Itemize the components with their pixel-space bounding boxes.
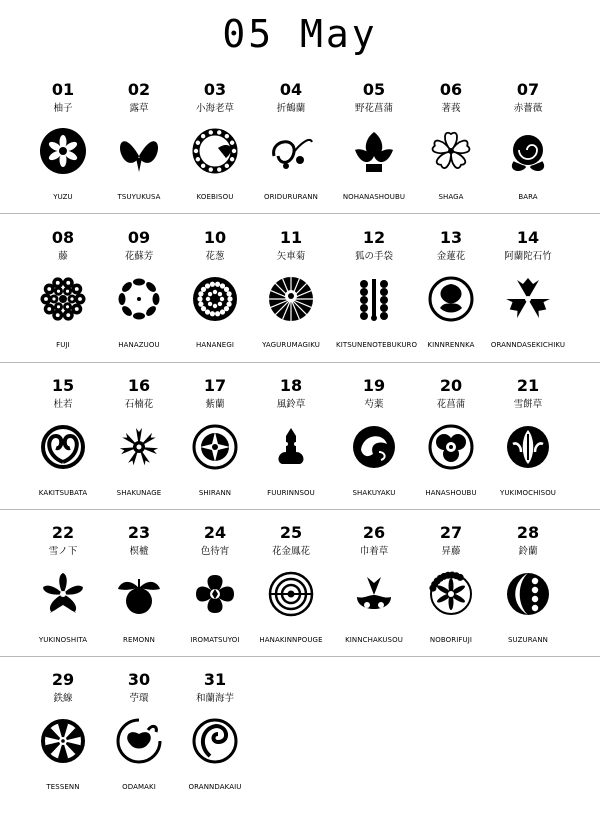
day-number: 22 <box>51 523 75 542</box>
odamaki-crest-icon <box>114 716 164 766</box>
day-cell <box>253 80 329 228</box>
fuurinnsou-crest-icon <box>266 422 316 472</box>
flower-name-romaji: IROMATSUYOI <box>190 636 240 644</box>
day-number: 29 <box>51 670 75 689</box>
bara-crest-icon <box>503 126 553 176</box>
yukimochisou-crest-icon <box>503 422 553 472</box>
flower-name-romaji: KOEBISOU <box>196 193 234 201</box>
flower-name-romaji: YAGURUMAGIKU <box>262 341 320 349</box>
day-cell <box>253 228 329 376</box>
flower-name-japanese: 巾着草 <box>359 546 389 557</box>
shakuyaku-crest-icon <box>349 422 399 472</box>
flower-name-japanese: 藤 <box>58 251 68 262</box>
flower-name-romaji: ORANNDAKAIU <box>188 783 242 791</box>
flower-name-romaji: KITSUNENOTEBUKURO <box>336 341 418 349</box>
day-cell <box>101 376 177 524</box>
day-number: 07 <box>516 80 540 99</box>
flower-name-japanese: 鈴蘭 <box>518 546 538 557</box>
flower-name-japanese: 杜若 <box>53 399 73 410</box>
day-number: 17 <box>203 376 227 395</box>
day-cell <box>25 523 101 671</box>
kinnrennka-crest-icon <box>426 274 476 324</box>
day-cell <box>336 523 412 671</box>
day-cell <box>490 228 566 376</box>
day-number: 09 <box>127 228 151 247</box>
yagurumagiku-crest-icon <box>266 274 316 324</box>
flower-name-romaji: SHIRANN <box>198 489 232 497</box>
flower-name-japanese: 矢車菊 <box>276 251 306 262</box>
day-cell <box>177 376 253 524</box>
day-number: 30 <box>127 670 151 689</box>
flower-name-romaji: YUKINOSHITA <box>38 636 88 644</box>
flower-name-romaji: NOBORIFUJI <box>429 636 473 644</box>
day-number: 21 <box>516 376 540 395</box>
flower-name-romaji: KINNRENNKA <box>427 341 475 349</box>
oranndakaiu-crest-icon <box>190 716 240 766</box>
flower-name-romaji: SHAGA <box>438 193 464 201</box>
day-number: 13 <box>439 228 463 247</box>
nohanashoubu-crest-icon <box>349 126 399 176</box>
flower-name-romaji: TESSENN <box>46 783 80 791</box>
day-cell <box>413 523 489 671</box>
flower-name-japanese: 著莪 <box>441 103 461 114</box>
day-number: 10 <box>203 228 227 247</box>
flower-name-romaji: KAKITSUBATA <box>38 489 88 497</box>
noborifuji-crest-icon <box>426 569 476 619</box>
flower-name-romaji: NOHANASHOUBU <box>342 193 406 201</box>
flower-name-romaji: FUURINNSOU <box>267 489 315 497</box>
day-cell <box>101 670 177 818</box>
flower-name-romaji: SHAKUNAGE <box>116 489 162 497</box>
shaga-crest-icon <box>426 126 476 176</box>
day-cell <box>336 80 412 228</box>
day-number: 18 <box>279 376 303 395</box>
flower-name-romaji: HANASHOUBU <box>425 489 477 497</box>
flower-name-japanese: 花葱 <box>205 251 225 262</box>
day-cell <box>413 80 489 228</box>
oranndasekichiku-crest-icon <box>503 274 553 324</box>
flower-name-romaji: SUZURANN <box>507 636 548 644</box>
day-number: 23 <box>127 523 151 542</box>
day-cell <box>177 670 253 818</box>
hanakinnpouge-crest-icon <box>266 569 316 619</box>
oridururann-crest-icon <box>266 126 316 176</box>
flower-name-japanese: 花菖蒲 <box>436 399 466 410</box>
suzurann-crest-icon <box>503 569 553 619</box>
day-number: 24 <box>203 523 227 542</box>
flower-name-romaji: HANAKINNPOUGE <box>259 636 323 644</box>
flower-name-japanese: 野花菖蒲 <box>354 103 393 114</box>
day-number: 15 <box>51 376 75 395</box>
day-cell <box>25 376 101 524</box>
day-cell <box>490 80 566 228</box>
flower-name-romaji: KINNCHAKUSOU <box>345 636 403 644</box>
shakunage-crest-icon <box>114 422 164 472</box>
kitsunenotebukuro-crest-icon <box>349 274 399 324</box>
hanazuou-crest-icon <box>114 274 164 324</box>
tessenn-crest-icon <box>38 716 88 766</box>
day-cell <box>253 376 329 524</box>
day-cell <box>336 228 418 376</box>
iromatsuyoi-crest-icon <box>190 569 240 619</box>
flower-name-japanese: 芍薬 <box>364 399 384 410</box>
tsuyukusa-crest-icon <box>114 126 164 176</box>
day-cell <box>336 376 412 524</box>
day-number: 06 <box>439 80 463 99</box>
flower-name-japanese: 小海老草 <box>195 103 234 114</box>
flower-name-japanese: 榠樝 <box>129 546 149 557</box>
day-number: 27 <box>439 523 463 542</box>
flower-name-japanese: 金蓮花 <box>436 251 466 262</box>
flower-name-japanese: 石楠花 <box>124 399 154 410</box>
day-number: 19 <box>362 376 386 395</box>
flower-name-japanese: 露草 <box>129 103 149 114</box>
flower-name-romaji: ORANNDASEKICHIKU <box>490 341 566 349</box>
page-title: 05 May <box>222 12 378 56</box>
flower-name-japanese: 花蘇芳 <box>124 251 154 262</box>
yuzu-crest-icon <box>38 126 88 176</box>
day-number: 11 <box>279 228 303 247</box>
flower-name-japanese: 昇藤 <box>441 546 461 557</box>
day-cell <box>413 376 489 524</box>
day-number: 20 <box>439 376 463 395</box>
flower-name-romaji: YUZU <box>53 193 73 201</box>
flower-name-japanese: 柚子 <box>53 103 73 114</box>
day-cell <box>490 376 566 524</box>
day-number: 04 <box>279 80 303 99</box>
day-cell <box>177 523 253 671</box>
day-number: 03 <box>203 80 227 99</box>
day-number: 26 <box>362 523 386 542</box>
day-cell <box>490 523 566 671</box>
day-cell <box>413 228 489 376</box>
flower-name-japanese: 雪ノ下 <box>48 546 78 557</box>
day-cell <box>101 523 177 671</box>
flower-name-japanese: 和蘭海芋 <box>195 693 234 704</box>
day-number: 28 <box>516 523 540 542</box>
hanashoubu-crest-icon <box>426 422 476 472</box>
day-cell <box>253 523 329 671</box>
day-cell <box>25 80 101 228</box>
day-number: 05 <box>362 80 386 99</box>
day-number: 25 <box>279 523 303 542</box>
flower-name-romaji: HANANEGI <box>195 341 235 349</box>
day-cell <box>25 228 101 376</box>
flower-name-japanese: 風鈴草 <box>276 399 306 410</box>
flower-name-romaji: SHAKUYAKU <box>352 489 396 497</box>
hananegi-crest-icon <box>190 274 240 324</box>
fuji-crest-icon <box>38 274 88 324</box>
flower-name-romaji: YUKIMOCHISOU <box>499 489 557 497</box>
day-number: 01 <box>51 80 75 99</box>
remonn-crest-icon <box>114 569 164 619</box>
flower-name-japanese: 雪餅草 <box>513 399 543 410</box>
day-cell <box>177 228 253 376</box>
kinnchakusou-crest-icon <box>349 569 399 619</box>
flower-name-romaji: REMONN <box>123 636 155 644</box>
day-cell <box>101 228 177 376</box>
day-number: 12 <box>362 228 386 247</box>
day-number: 31 <box>203 670 227 689</box>
day-cell <box>25 670 101 818</box>
flower-name-japanese: 色待宵 <box>200 546 230 557</box>
day-number: 02 <box>127 80 151 99</box>
flower-name-romaji: HANAZUOU <box>118 341 160 349</box>
flower-name-japanese: 折鶴蘭 <box>276 103 306 114</box>
flower-name-japanese: 赤薔薇 <box>513 103 543 114</box>
day-number: 16 <box>127 376 151 395</box>
day-cell <box>101 80 177 228</box>
flower-name-japanese: 鉄線 <box>53 693 73 704</box>
koebisou-crest-icon <box>190 126 240 176</box>
flower-name-romaji: ORIDURURANN <box>264 193 318 201</box>
day-number: 14 <box>516 228 540 247</box>
flower-name-japanese: 狐の手袋 <box>354 251 393 262</box>
flower-name-japanese: 苧環 <box>129 693 149 704</box>
flower-name-japanese: 花金鳳花 <box>271 546 310 557</box>
day-number: 08 <box>51 228 75 247</box>
shirann-crest-icon <box>190 422 240 472</box>
flower-name-romaji: ODAMAKI <box>122 783 156 791</box>
flower-name-japanese: 紫蘭 <box>205 399 225 410</box>
flower-name-romaji: FUJI <box>56 341 70 349</box>
flower-name-romaji: TSUYUKUSA <box>117 193 161 201</box>
yukinoshita-crest-icon <box>38 569 88 619</box>
flower-name-japanese: 阿蘭陀石竹 <box>504 251 552 262</box>
day-cell <box>177 80 253 228</box>
flower-name-romaji: BARA <box>518 193 538 201</box>
kakitsubata-crest-icon <box>38 422 88 472</box>
